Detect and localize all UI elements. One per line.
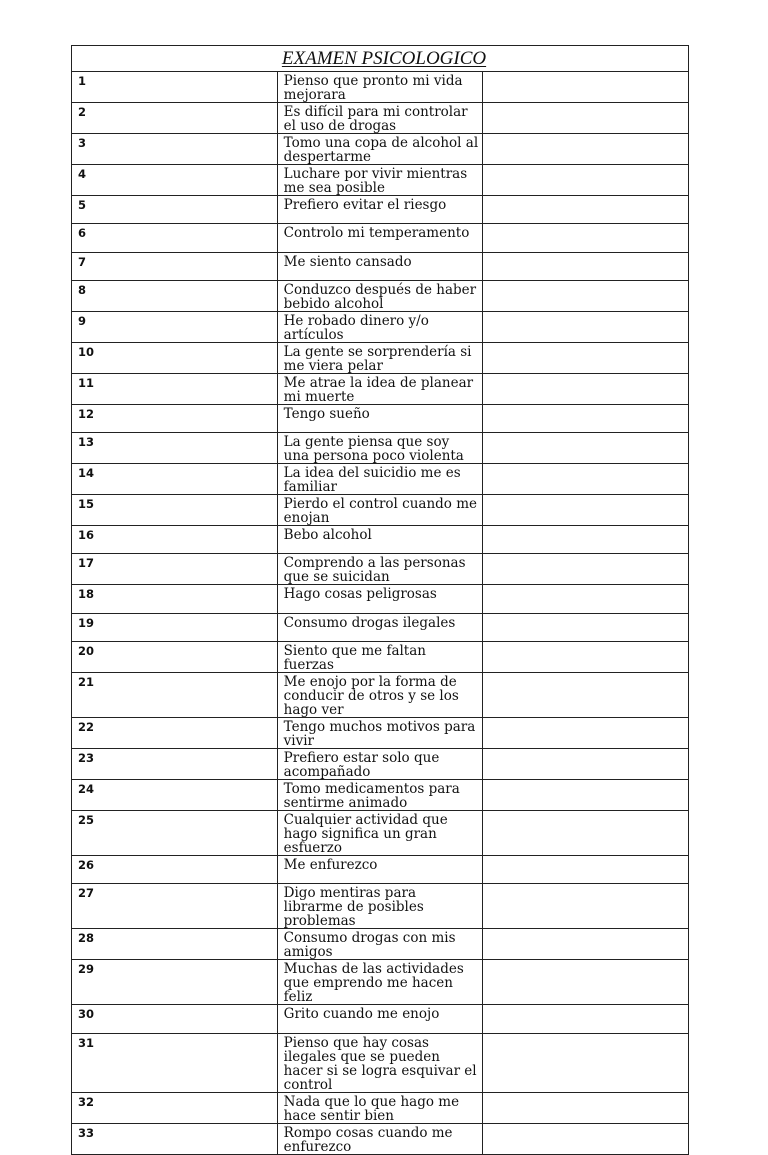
answer-cell[interactable] [483,134,689,165]
question-text: Controlo mi temperamento [277,224,483,252]
exam-table-body [72,46,689,1155]
question-text: Rompo cosas cuando me enfurezco [277,1123,483,1154]
table-row [72,1033,689,1092]
question-text: Muchas de las actividades que emprendo me hacen feliz [277,960,483,1005]
question-text: Grito cuando me enojo [277,1005,483,1033]
question-text: Consumo drogas ilegales [277,613,483,641]
answer-cell[interactable] [483,464,689,495]
question-text: Pienso que pronto mi vida mejorara [277,72,483,103]
table-row [72,72,689,103]
question-text: Bebo alcohol [277,526,483,554]
table-row [72,929,689,960]
question-number: 11 [72,373,278,404]
answer-cell[interactable] [483,749,689,780]
question-number: 31 [72,1033,278,1092]
question-text: Es difícil para mi controlar el uso de drogas [277,103,483,134]
table-row [72,495,689,526]
question-number: 26 [72,856,278,884]
question-text: Hago cosas peligrosas [277,585,483,613]
question-text: Prefiero estar solo que acompañado [277,749,483,780]
answer-cell[interactable] [483,342,689,373]
answer-cell[interactable] [483,585,689,613]
table-row [72,1123,689,1154]
question-number: 2 [72,103,278,134]
question-text: Nada que lo que hago me hace sentir bien [277,1092,483,1123]
answer-cell[interactable] [483,1005,689,1033]
question-text: Comprendo a las personas que se suicidan [277,554,483,585]
answer-cell[interactable] [483,1123,689,1154]
answer-cell[interactable] [483,1033,689,1092]
answer-cell[interactable] [483,811,689,856]
table-row [72,718,689,749]
question-number: 21 [72,673,278,718]
answer-cell[interactable] [483,613,689,641]
table-row [72,103,689,134]
question-number: 9 [72,311,278,342]
answer-cell[interactable] [483,252,689,280]
question-text: Me atrae la idea de planear mi muerte [277,373,483,404]
table-row [72,373,689,404]
question-number: 14 [72,464,278,495]
question-number: 19 [72,613,278,641]
question-text: Digo mentiras para librarme de posibles problemas [277,884,483,929]
table-row [72,642,689,673]
answer-cell[interactable] [483,642,689,673]
question-text: He robado dinero y/o artículos [277,311,483,342]
answer-cell[interactable] [483,224,689,252]
question-text: Tomo una copa de alcohol al despertarme [277,134,483,165]
answer-cell[interactable] [483,960,689,1005]
question-number: 25 [72,811,278,856]
question-text: Me enfurezco [277,856,483,884]
question-text: Me siento cansado [277,252,483,280]
answer-cell[interactable] [483,373,689,404]
answer-cell[interactable] [483,856,689,884]
answer-cell[interactable] [483,280,689,311]
question-number: 1 [72,72,278,103]
question-text: Consumo drogas con mis amigos [277,929,483,960]
question-number: 27 [72,884,278,929]
question-number: 29 [72,960,278,1005]
question-text: Pierdo el control cuando me enojan [277,495,483,526]
question-number: 17 [72,554,278,585]
answer-cell[interactable] [483,884,689,929]
title-cell [72,46,689,72]
table-row [72,224,689,252]
table-row [72,464,689,495]
table-row [72,134,689,165]
answer-cell[interactable] [483,103,689,134]
answer-cell[interactable] [483,554,689,585]
question-number: 3 [72,134,278,165]
question-text: Conduzco después de haber bebido alcohol [277,280,483,311]
table-row [72,856,689,884]
table-row [72,780,689,811]
table-row [72,749,689,780]
question-number: 6 [72,224,278,252]
exam-title: EXAMEN PSICOLOGICO [281,48,487,69]
exam-table [71,45,689,1155]
question-number: 13 [72,433,278,464]
answer-cell[interactable] [483,196,689,224]
question-text: Siento que me faltan fuerzas [277,642,483,673]
answer-cell[interactable] [483,165,689,196]
question-number: 10 [72,342,278,373]
table-row [72,960,689,1005]
question-number: 33 [72,1123,278,1154]
question-text: Tengo sueño [277,404,483,432]
table-row [72,165,689,196]
title-row [72,46,689,72]
question-number: 28 [72,929,278,960]
question-number: 23 [72,749,278,780]
question-text: Pienso que hay cosas ilegales que se pueden hacer si se logra esquivar el control [277,1033,483,1092]
question-text: Tengo muchos motivos para vivir [277,718,483,749]
question-number: 20 [72,642,278,673]
answer-cell[interactable] [483,526,689,554]
question-number: 24 [72,780,278,811]
question-number: 8 [72,280,278,311]
table-row [72,342,689,373]
question-text: Cualquier actividad que hago significa un gran esfuerzo [277,811,483,856]
question-text: La idea del suicidio me es familiar [277,464,483,495]
answer-cell[interactable] [483,72,689,103]
question-text: La gente se sorprendería si me viera pelar [277,342,483,373]
answer-cell[interactable] [483,404,689,432]
question-text: Luchare por vivir mientras me sea posible [277,165,483,196]
question-number: 4 [72,165,278,196]
table-row [72,433,689,464]
answer-cell[interactable] [483,673,689,718]
question-number: 30 [72,1005,278,1033]
answer-cell[interactable] [483,1092,689,1123]
question-text: La gente piensa que soy una persona poco violenta [277,433,483,464]
question-number: 7 [72,252,278,280]
answer-cell[interactable] [483,780,689,811]
table-row [72,613,689,641]
answer-cell[interactable] [483,929,689,960]
question-number: 5 [72,196,278,224]
table-row [72,196,689,224]
table-row [72,673,689,718]
question-number: 22 [72,718,278,749]
question-text: Prefiero evitar el riesgo [277,196,483,224]
table-row [72,811,689,856]
table-row [72,404,689,432]
question-text: Tomo medicamentos para sentirme animado [277,780,483,811]
table-row [72,311,689,342]
table-row [72,554,689,585]
table-row [72,526,689,554]
answer-cell[interactable] [483,718,689,749]
table-row [72,884,689,929]
answer-cell[interactable] [483,495,689,526]
answer-cell[interactable] [483,311,689,342]
question-number: 16 [72,526,278,554]
question-number: 15 [72,495,278,526]
answer-cell[interactable] [483,433,689,464]
question-text: Me enojo por la forma de conducir de otros y se los hago ver [277,673,483,718]
table-row [72,1005,689,1033]
question-number: 12 [72,404,278,432]
table-row [72,280,689,311]
table-row [72,252,689,280]
question-number: 32 [72,1092,278,1123]
question-number: 18 [72,585,278,613]
table-row [72,1092,689,1123]
table-row [72,585,689,613]
